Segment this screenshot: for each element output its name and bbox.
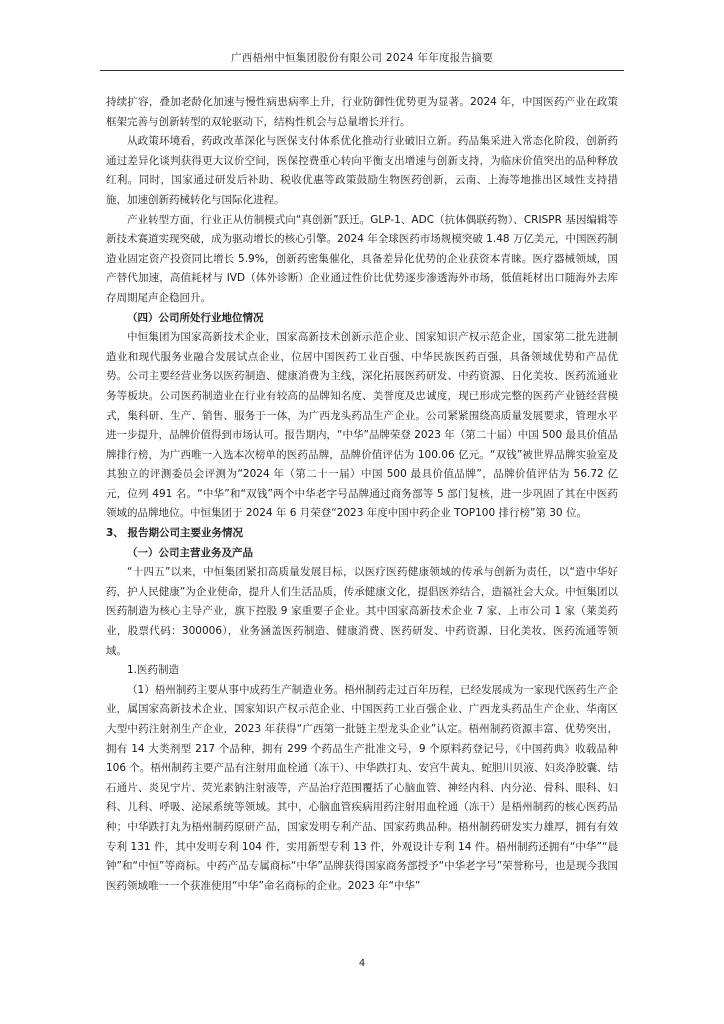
document-body [106,93,618,896]
paragraph-wuzhou-pharma: （1）梧州制药主要从事中成药生产制造业务。梧州制药走过百年历程，已经发展成为一家现代医药生产企业，属国家高新技术企业、国家知识产权示范企业、中国医药工业百强企业、广西龙头药品生产企业、华南区大型中药注射剂生产企业，2023 年获得“广西第一批链主型龙头企业”认定。梧州制药资源丰富、优势突出，拥有 14 大类剂型 217 个品种，拥有 299 个药品生产批准文号，9 个原料药登记号，《中国药典》收载品种 106 个。梧州制药主要产品有注射用血栓通（冻干）、中华跌打丸、安宫牛黄丸、蛇胆川贝液、妇炎净胶囊、结石通片、炎见宁片、荧光素钠注射液等，产品治疗范围覆括了心脑血管、神经内科、内分泌、骨科、眼科、妇科、儿科、呼吸、泌尿系统等领域。其中，心脑血管疾病用药注射用血栓通（冻干）是梧州制药的核心医药品种；中华跌打丸为梧州制药原研产品，国家发明专利产品、国家药典品种。梧州制药研发实力雄厚，拥有有效专利 131 件，其中发明专利 104 件，实用新型专利 13 件，外观设计专利 14 件。梧州制药还拥有“中华”“晨钟”和“中恒”等商标。中药产品专属商标“中华”品牌获得国家商务部授予“中华老字号”荣誉称号，也是现今我国医药领域唯一一个获准使用“中华”命名商标的企业。2023 年“中华” [106,683,618,892]
page-number: 4 [358,958,366,969]
heading-industry-position: （四）公司所处行业地位情况 [127,311,264,324]
paragraph-company-overview: “十四五”以来，中恒集团紧扣高质量发展目标，以医疗医药健康领域的传承与创新为责任，以“造中华好药，护人民健康”为企业使命，提升人们生活品质，传承健康文化，提倡医养结合，造福社会大众。中恒集团以医药制造为核心主导产业，旗下控股 9 家重要子企业。其中国家高新技术企业 7 家、上市公司 1 家（莱美药业，股票代码：300006），业务涵盖医药制造、健康消费、医药研发、中药资源、日化美妆、医药流通等领域。 [106,566,618,657]
report-title: 广西梧州中恒集团股份有限公司 2024 年年度报告摘要 [231,52,493,64]
paragraph-market-growth: 持续扩容，叠加老龄化加速与慢性病患病率上升，行业防御性优势更为显著。2024 年，中国医药产业在政策框架完善与创新转型的双轮驱动下，结构性机会与总量增长并行。 [106,96,618,128]
paragraph-company-position: 中恒集团为国家高新技术企业，国家高新技术创新示范企业、国家知识产权示范企业，国家第二批先进制造业和现代服务业融合发展试点企业，位居中国医药工业百强、中华民族医药百强，具备领域优势和产品优势。公司主要经营业务以医药制造、健康消费为主线，深化拓展医药研发、中药资源、日化美妆、医药流通业务等板块。公司医药制造业在行业有较高的品牌知名度、美誉度及忠诚度，现已形成完整的医药产业链经营模式，集科研、生产、销售、服务于一体，为广西龙头药品生产企业。公司紧紧围绕高质量发展要求，管理水平进一步提升，品牌价值得到市场认可。报告期内，“中华”品牌荣登 2023 年（第二十届）中国 500 最具价值品牌排行榜，为广西唯一入选本次榜单的医药品牌，品牌价值评估为 100.06 亿元。“双钱”被世界品牌实验室及其独立的评测委员会评测为“2024 年（第二十一届）中国 500 最具价值品牌”，品牌价值评估为 56.72 亿元，位列 491 名。“中华”和“双钱”两个中华老字号品牌通过商务部等 5 部门复核，进一步巩固了其在中医药领域的品牌地位。中恒集团于 2024 年 6 月荣登“2023 年度中国中药企业 TOP100 排行榜”第 30 位。 [106,331,618,520]
paragraph-industry-transformation: 产业转型方面，行业正从仿制模式向“真创新”跃迁。GLP-1、ADC（抗体偶联药物）、CRISPR 基因编辑等新技术赛道实现突破，成为驱动增长的核心引擎。2024 年全球医药市场规模突破 1.48 万亿美元，中国医药制造业固定资产投资同比增长 5.9%，创新药密集催化，具备差异化优势的企业获资本青睐。医疗器械领域，国产替代加速，高值耗材与 IVD（体外诊断）企业通过性价比优势逐步渗透海外市场，低值耗材出口随海外去库存周期尾声企稳回升。 [106,213,618,304]
heading-business-products: （一）公司主营业务及产品 [127,546,253,559]
page-header [100,50,624,71]
page-footer [0,958,724,969]
list-item-pharma-manufacturing: 1.医药制造 [127,664,180,677]
paragraph-policy-environment: 从政策环境看，药政改革深化与医保支付体系优化推动行业破旧立新。药品集采进入常态化阶段，创新药通过差异化谈判获得更大议价空间，医保控费重心转向平衡支出增速与创新支持，为临床价值突出的品种释放红利。同时，国家通过研发后补助、税收优惠等政策鼓励生物医药创新，云南、上海等地推出区域性支持措施，加速创新药械转化与国际化进程。 [106,135,618,206]
heading-main-business: 3、 报告期公司主要业务情况 [106,527,243,540]
